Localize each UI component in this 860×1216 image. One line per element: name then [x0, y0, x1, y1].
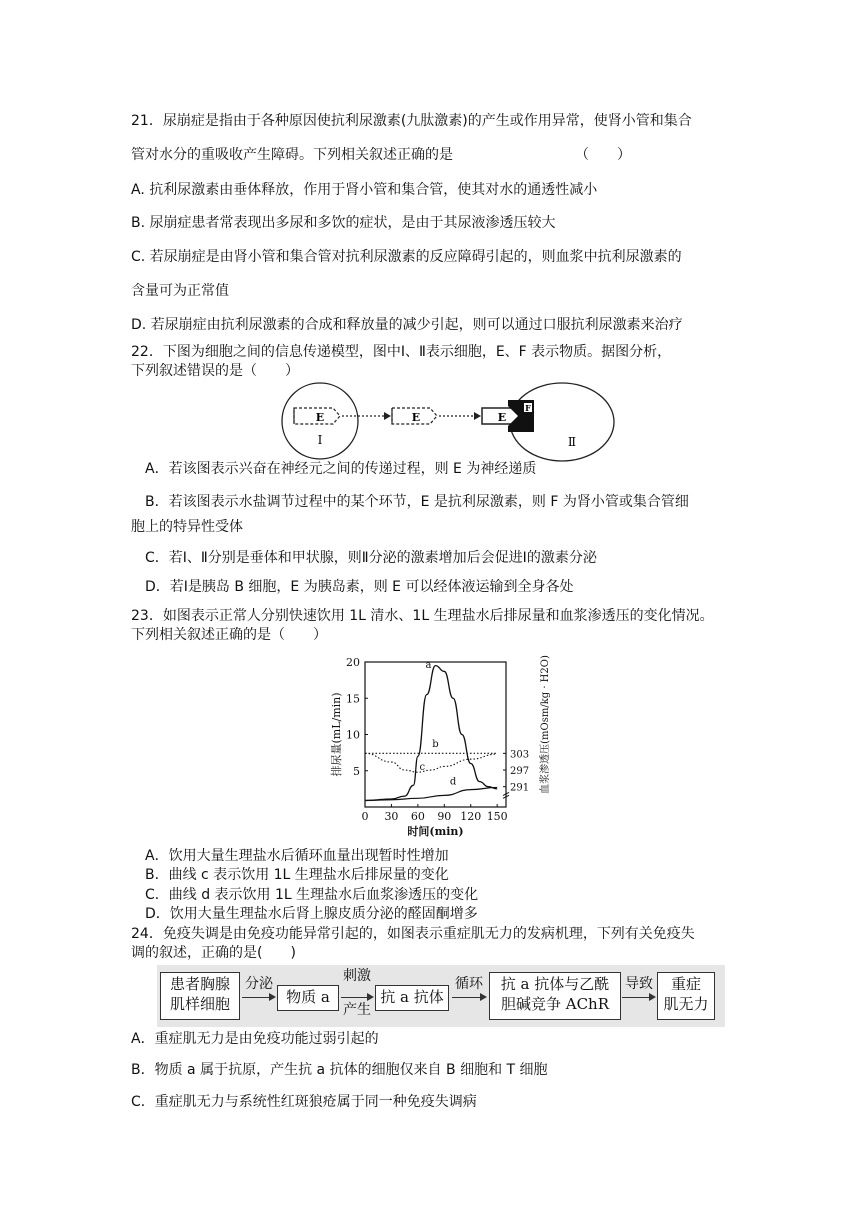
q22-option-c: C．若Ⅰ、Ⅱ分别是垂体和甲状腺，则Ⅱ分泌的激素增加后会促进Ⅰ的激素分泌 — [145, 550, 597, 566]
label-f: F — [525, 403, 531, 413]
flow-arrow1-label: 分泌 — [245, 976, 273, 992]
q22-option-a: A．若该图表示兴奋在神经元之间的传递过程，则 E 为神经递质 — [145, 461, 537, 477]
q22-option-b-line1: B．若该图表示水盐调节过程中的某个环节，E 是抗利尿激素，则 F 为肾小管或集合管细 — [145, 494, 689, 510]
y-axis-label: 排尿量(mL/min) — [330, 692, 343, 777]
q23-stem-line1: 23．如图表示正常人分别快速饮用 1L 清水、1L 生理盐水后排尿量和血浆渗透压的变化情况。 — [131, 608, 714, 624]
myasthenia-mechanism-flowchart — [157, 965, 725, 1027]
x-axis-label: 时间(min) — [407, 825, 464, 838]
q22-stem-line2: 下列叙述错误的是（ ） — [131, 363, 299, 379]
flow-box-anti-a-antibody: 抗 a 抗体 — [375, 985, 449, 1011]
y-tick-label: 15 — [346, 692, 360, 706]
flow-box-thymus-cells — [160, 972, 240, 1020]
q21-stem-line1: 21．尿崩症是指由于各种原因使抗利尿激素(九肽激素)的产生或作用异常，使肾小管和集合 — [131, 113, 692, 129]
q24-stem-line1: 24．免疫失调是由免疫功能异常引起的，如图表示重症肌无力的发病机理，下列有关免疫失 — [131, 926, 695, 942]
x-tick-label: 90 — [437, 810, 452, 823]
q24-option-b: B．物质 a 属于抗原，产生抗 a 抗体的细胞仅来自 B 细胞和 T 细胞 — [131, 1062, 548, 1078]
x-tick-label: 120 — [460, 810, 482, 823]
series-label-c: c — [419, 762, 426, 774]
label-cell-i: Ⅰ — [317, 433, 323, 447]
y-tick-label: 10 — [346, 728, 360, 742]
q24-option-a: A．重症肌无力是由免疫功能过弱引起的 — [131, 1031, 379, 1047]
q23-option-b: B．曲线 c 表示饮用 1L 生理盐水后排尿量的变化 — [145, 867, 449, 883]
flow-box1-line2: 肌样细胞 — [169, 995, 230, 1013]
q23-stem-line2: 下列相关叙述正确的是（ ） — [131, 627, 327, 643]
x-tick-label: 0 — [361, 810, 369, 823]
flow-box1-line1: 患者胸腺 — [169, 975, 230, 993]
q22-option-b-line2: 胞上的特异性受体 — [131, 519, 243, 535]
flow-arrow2-label2: 产生 — [343, 1002, 371, 1018]
flow-arrow-4 — [622, 997, 654, 998]
urine-osmolarity-chart — [320, 650, 560, 850]
q23-option-c: C．曲线 d 表示饮用 1L 生理盐水后血浆渗透压的变化 — [145, 887, 479, 903]
flow-box4-line2: 胆碱竞争 AChR — [500, 995, 610, 1013]
q21-option-a: A. 抗利尿激素由垂体释放，作用于肾小管和集合管，使其对水的通透性减小 — [131, 182, 598, 198]
flow-arrow-3 — [452, 997, 485, 998]
label-e-3: E — [497, 411, 507, 424]
series-line-a — [365, 666, 497, 801]
y2-axis-label: 血浆渗透压(mOsm/kg · H2O) — [540, 655, 551, 794]
flow-box-competition — [489, 972, 621, 1020]
label-e-1: E — [315, 411, 325, 424]
flow-arrow-1 — [242, 997, 274, 998]
y2-tick-label: 303 — [510, 749, 530, 761]
q24-option-c: C．重症肌无力与系统性红斑狼疮属于同一种免疫失调病 — [131, 1094, 477, 1110]
q22-option-d: D．若Ⅰ是胰岛 B 细胞，E 为胰岛素，则 E 可以经体液运输到全身各处 — [145, 579, 574, 595]
q24-stem-line2: 调的叙述，正确的是( ) — [131, 945, 296, 961]
label-e-2: E — [411, 411, 421, 424]
label-cell-ii: Ⅱ — [567, 435, 577, 449]
flow-box-myasthenia — [657, 972, 715, 1020]
q21-option-b: B. 尿崩症患者常表现出多尿和多饮的症状，是由于其尿液渗透压较大 — [131, 215, 556, 231]
flow-box5-line2: 肌无力 — [663, 995, 709, 1013]
q23-option-a: A．饮用大量生理盐水后循环血量出现暂时性增加 — [145, 848, 449, 864]
q23-option-d: D．饮用大量生理盐水后肾上腺皮质分泌的醛固酮增多 — [145, 906, 478, 922]
series-line-d — [365, 787, 497, 800]
y2-tick-label: 291 — [510, 782, 530, 794]
series-label-b: b — [432, 738, 439, 750]
flow-arrow2-label1: 刺激 — [343, 968, 371, 984]
q21-option-c-line1: C. 若尿崩症是由肾小管和集合管对抗利尿激素的反应障碍引起的，则血浆中抗利尿激素的 — [131, 249, 682, 265]
flow-arrow4-label: 导致 — [625, 976, 653, 992]
q21-answer-bracket: （ ） — [575, 147, 631, 163]
flow-box-substance-a: 物质 a — [277, 985, 339, 1011]
x-tick-label: 60 — [410, 810, 425, 823]
y-tick-label: 20 — [346, 656, 360, 669]
flow-box4-line1: 抗 a 抗体与乙酰 — [500, 975, 610, 993]
q21-option-c-line2: 含量可为正常值 — [131, 283, 229, 299]
x-tick-label: 150 — [486, 810, 508, 823]
x-tick-label: 30 — [384, 810, 399, 823]
flow-arrow-2 — [341, 997, 372, 998]
series-line-c — [365, 753, 497, 772]
q21-option-d: D. 若尿崩症由抗利尿激素的合成和释放量的减少引起，则可以通过口服抗利尿激素来治疗 — [131, 317, 683, 333]
q22-stem-line1: 22．下图为细胞之间的信息传递模型，图中Ⅰ、Ⅱ表示细胞，E、F 表示物质。据图分析， — [131, 344, 672, 360]
q21-stem-text: 管对水分的重吸收产生障碍。下列相关叙述正确的是 — [131, 147, 453, 163]
cell-signaling-figure — [280, 380, 620, 462]
flow-box5-line1: 重症 — [670, 975, 701, 993]
y-tick-label: 5 — [353, 764, 360, 778]
y2-tick-label: 297 — [510, 766, 530, 778]
series-label-d: d — [449, 776, 457, 788]
flow-arrow3-label: 循环 — [455, 976, 483, 992]
q21-stem-line2 — [131, 146, 631, 164]
series-label-a: a — [425, 659, 432, 671]
